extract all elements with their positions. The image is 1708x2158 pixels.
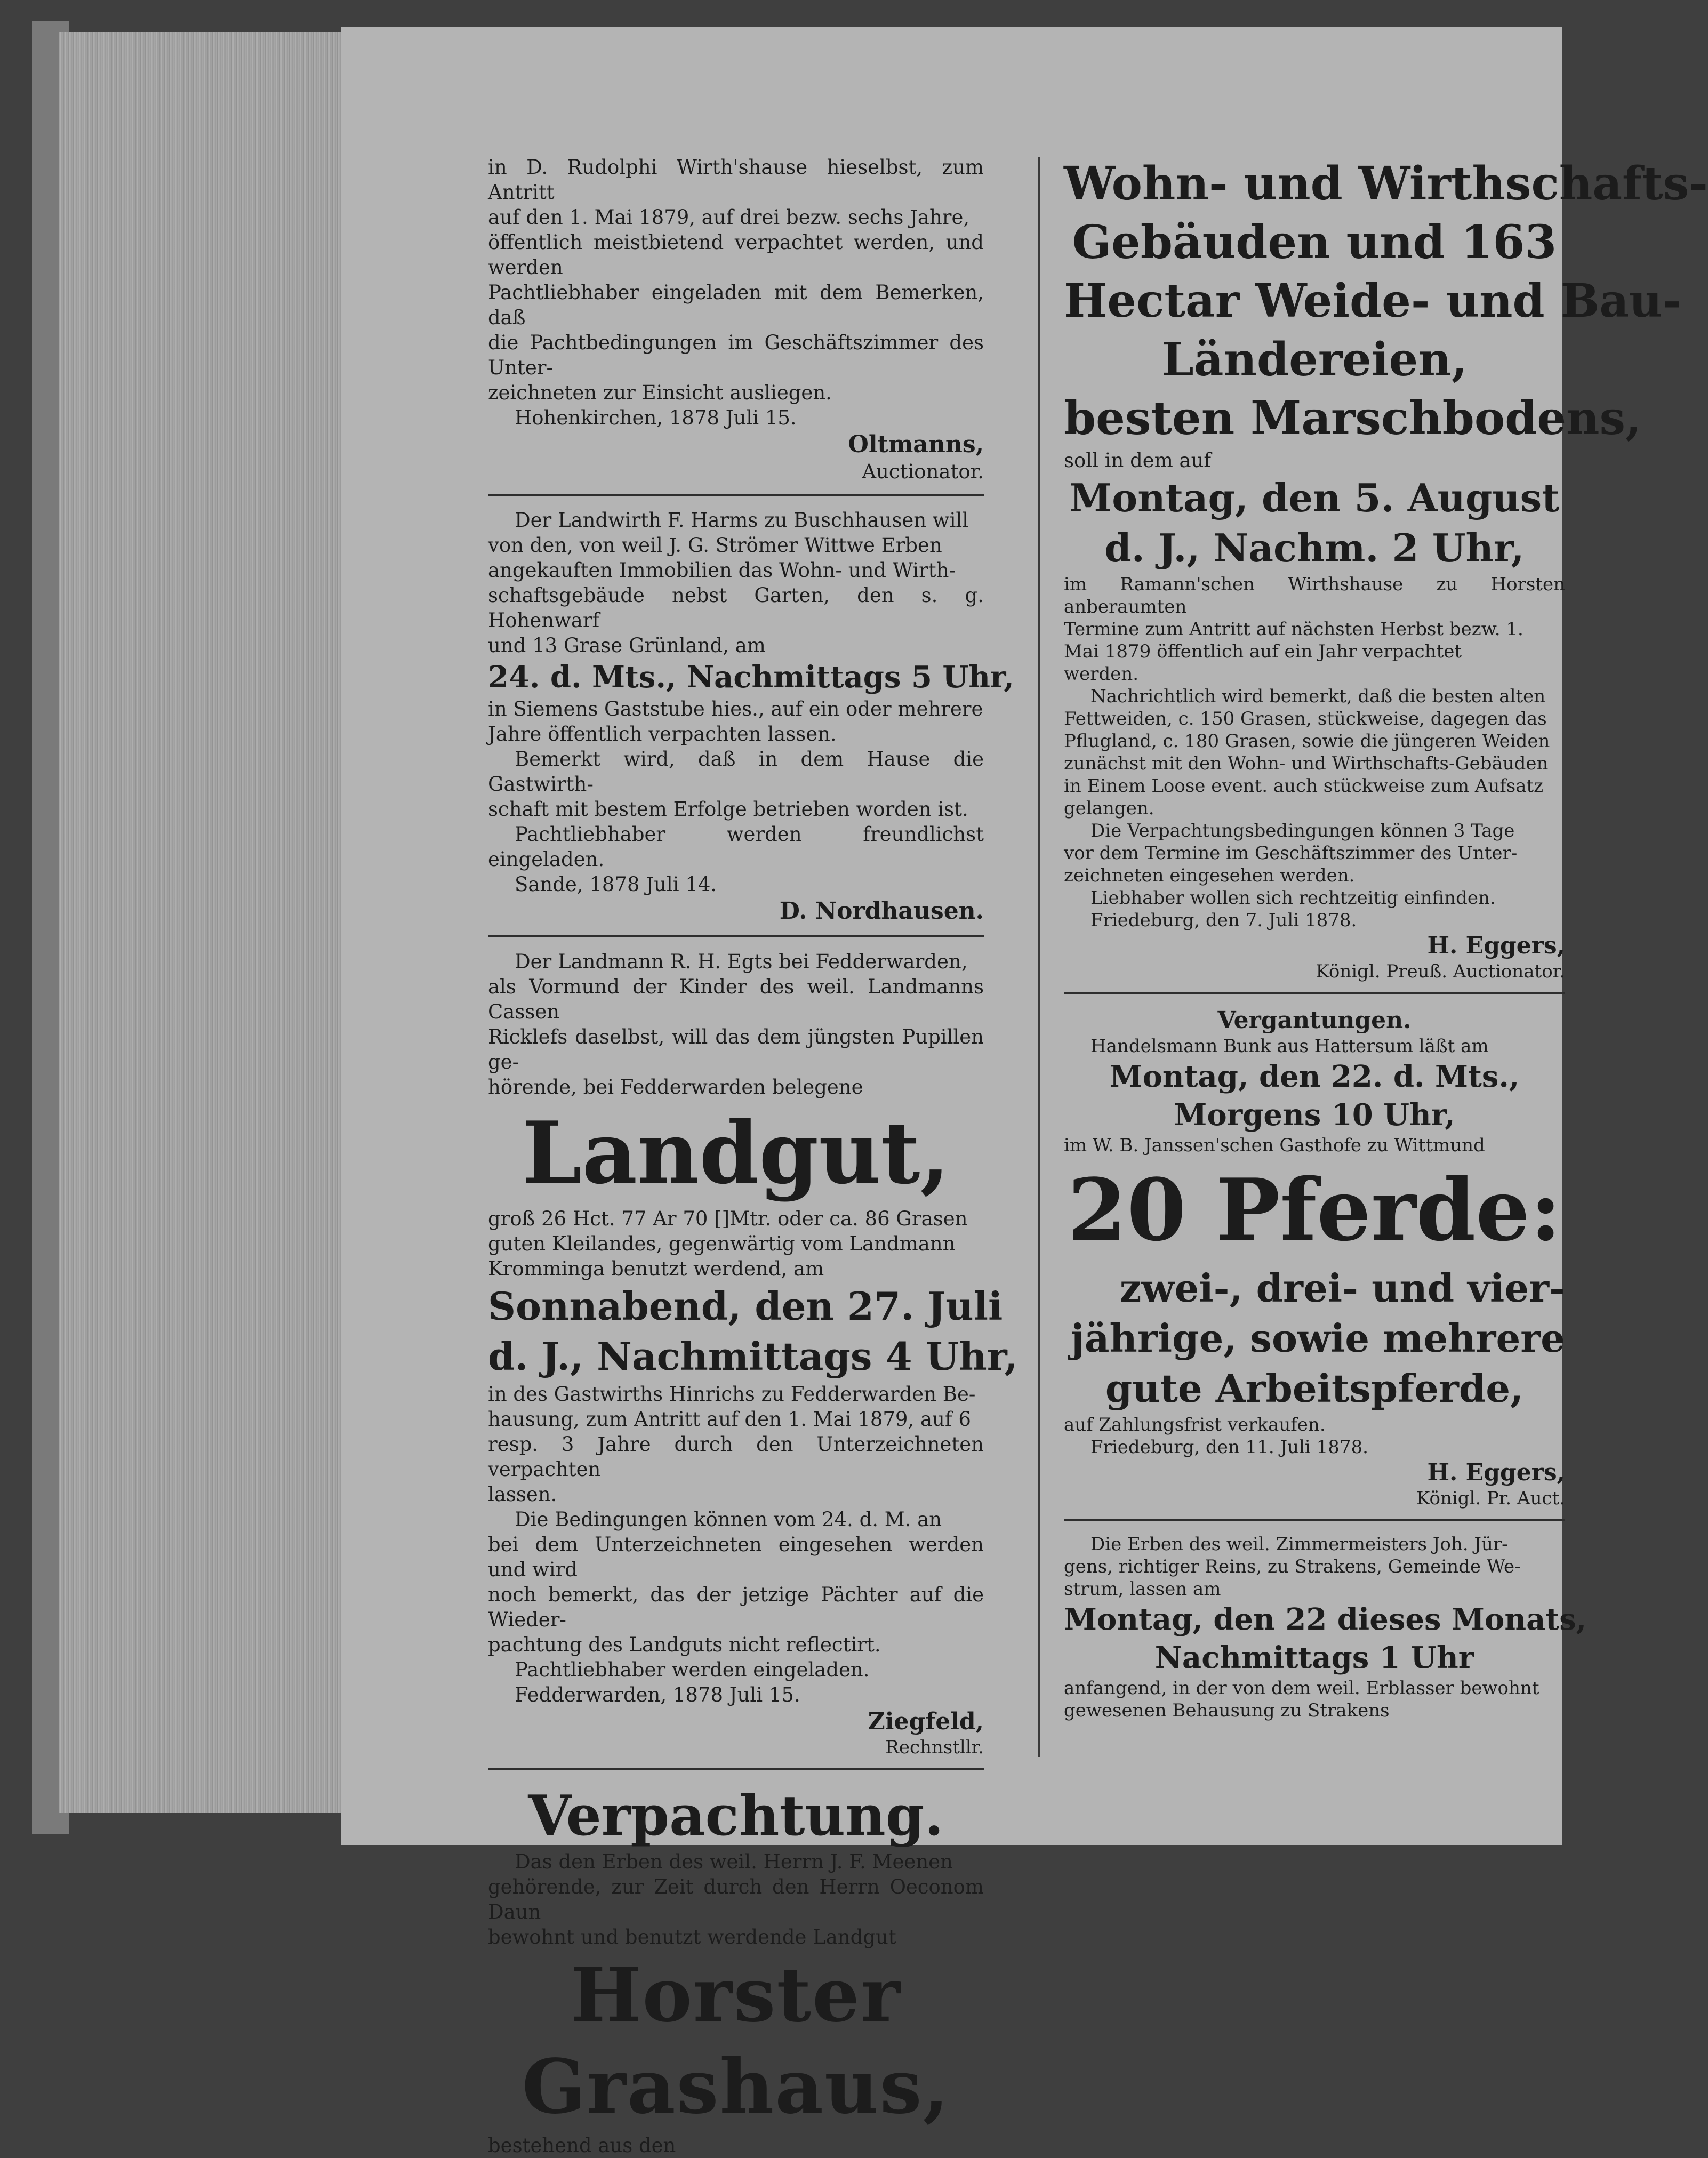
- ad-text-line: schaftsgebäude nebst Garten, den s. g. Hohenwarf: [488, 584, 984, 632]
- ad-text-line: gewesenen Behausung zu Strakens: [1064, 1700, 1390, 1721]
- ad-text-line: zeichneten zur Einsicht ausliegen.: [488, 381, 832, 404]
- ad-text-line: Handelsmann Bunk aus Hattersum läßt am: [1090, 1036, 1489, 1057]
- ad-text-line: Liebhaber wollen sich rechtzeitig einfinden.: [1090, 887, 1496, 909]
- ad-signer: H. Eggers,: [1427, 932, 1565, 959]
- ad-date-headline: Montag, den 22 dieses Monats,: [1064, 1602, 1587, 1637]
- ad-signer-role: Königl. Pr. Auct.: [1416, 1488, 1565, 1509]
- ad-text-line: noch bemerkt, das der jetzige Pächter auf die Wieder-: [488, 1583, 984, 1631]
- ad-date-headline: d. J., Nachm. 2 Uhr,: [1104, 525, 1525, 571]
- ad-text-line: gens, richtiger Reins, zu Strakens, Gemeinde We-: [1064, 1556, 1521, 1577]
- ad-signer: Ziegfeld,: [868, 1708, 984, 1735]
- ad-headline: besten Marschbodens,: [1064, 391, 1641, 445]
- ad-text-line: als Vormund der Kinder des weil. Landmanns Cassen: [488, 975, 984, 1023]
- ad-subheadline: gute Arbeitspferde,: [1105, 1366, 1524, 1411]
- ad-text-line: Der Landmann R. H. Egts bei Fedderwarden,: [515, 950, 968, 973]
- ad-text-line: Der Landwirth F. Harms zu Buschhausen will: [515, 509, 969, 532]
- ad-text-line: Die Verpachtungsbedingungen können 3 Tage: [1090, 820, 1515, 841]
- book-page-edges: [59, 32, 368, 1813]
- ad-signer-role: Rechnstllr.: [885, 1737, 984, 1758]
- ad-signer-role: Königl. Preuß. Auctionator.: [1316, 961, 1565, 982]
- left-column: [488, 155, 1018, 2158]
- ad-place-date: Sande, 1878 Juli 14.: [515, 873, 717, 896]
- ad-text-line: vor dem Termine im Geschäftszimmer des Unter-: [1064, 843, 1518, 864]
- ad-signer: D. Nordhausen.: [779, 897, 984, 925]
- ad-buschhausen: [488, 508, 1014, 926]
- ad-place-date: Friedeburg, den 11. Juli 1878.: [1090, 1437, 1368, 1458]
- ad-property-name: Grashaus,: [522, 2043, 950, 2131]
- ad-text-line: bewohnt und benutzt werdende Landgut: [488, 1926, 896, 1948]
- ad-text-line: gelangen.: [1064, 798, 1154, 819]
- ad-separator: [488, 935, 984, 937]
- ad-text-line: im Ramann'schen Wirthshause zu Horsten anberaumten: [1064, 574, 1565, 617]
- ad-text-line: Nachrichtlich wird bemerkt, daß die besten alten: [1090, 686, 1546, 707]
- ad-text-line: resp. 3 Jahre durch den Unterzeichneten verpachten: [488, 1433, 984, 1481]
- ad-text-line: bei dem Unterzeichneten eingesehen werden und wird: [488, 1533, 984, 1581]
- ad-headline: Ländereien,: [1161, 333, 1468, 387]
- ad-property-name: Horster: [571, 1952, 901, 2039]
- ad-text-line: Die Bedingungen können vom 24. d. M. an: [515, 1508, 942, 1531]
- ad-separator: [1064, 1519, 1565, 1521]
- ad-date-headline: d. J., Nachmittags 4 Uhr,: [488, 1334, 1018, 1379]
- ad-signer: Oltmanns,: [848, 431, 984, 458]
- ad-date-headline: Morgens 10 Uhr,: [1174, 1097, 1455, 1133]
- ad-signer-role: Auctionator.: [862, 460, 984, 483]
- ad-text-line: anfangend, in der von dem weil. Erblasser bewohnt: [1064, 1678, 1539, 1699]
- ad-text-line: hörende, bei Fedderwarden belegene: [488, 1076, 863, 1098]
- ad-date-headline: 24. d. Mts., Nachmittags 5 Uhr,: [488, 660, 1014, 695]
- ad-headline: Wohn- und Wirthschafts-: [1064, 157, 1708, 211]
- ad-separator: [488, 494, 984, 496]
- ad-separator: [1064, 992, 1565, 994]
- ad-text-line: Pachtliebhaber werden freundlichst eingeladen.: [488, 823, 984, 871]
- ad-text-line: Pachtliebhaber eingeladen mit dem Bemerken, daß: [488, 281, 984, 329]
- ad-text-line: auf den 1. Mai 1879, auf drei bezw. sechs Jahre,: [488, 206, 970, 229]
- ad-friedeburg-verpachtung: [1064, 155, 1708, 983]
- ad-fedderwarden-landgut: [488, 949, 1018, 1759]
- ad-text-line: öffentlich meistbietend verpachtet werden, und werden: [488, 231, 984, 279]
- ad-text-line: Kromminga benutzt werdend, am: [488, 1257, 824, 1280]
- ad-text-line: strum, lassen am: [1064, 1578, 1221, 1600]
- ad-text-line: zunächst mit den Wohn- und Wirthschafts-Gebäuden: [1064, 753, 1549, 774]
- ad-text-line: zeichneten eingesehen werden.: [1064, 865, 1355, 886]
- ad-verpachtung-horster-grashaus: [488, 1782, 984, 2158]
- ad-text-line: lassen.: [488, 1483, 557, 1506]
- ad-headline: Landgut,: [522, 1103, 950, 1203]
- ad-text-line: von den, von weil J. G. Strömer Wittwe Erben: [488, 534, 942, 557]
- ad-text-line: Die Erben des weil. Zimmermeisters Joh. Jür-: [1090, 1534, 1508, 1555]
- ad-date-headline: Montag, den 5. August: [1069, 475, 1560, 520]
- ad-headline: Hectar Weide- und Bau-: [1064, 274, 1682, 328]
- ad-date-headline: Sonnabend, den 27. Juli: [488, 1283, 1003, 1329]
- ad-text-line: Pflugland, c. 180 Grasen, sowie die jüngeren Weiden: [1064, 731, 1550, 752]
- ad-text-line: und 13 Grase Grünland, am: [488, 634, 766, 657]
- ad-text-line: Jahre öffentlich verpachten lassen.: [488, 723, 837, 745]
- ad-vergantungen-pferde: [1064, 1006, 1565, 1510]
- ad-text-line: Ricklefs daselbst, will das dem jüngsten Pupillen ge-: [488, 1025, 984, 1073]
- ad-separator: [488, 1768, 984, 1770]
- ad-text-line: in Siemens Gaststube hies., auf ein oder mehrere: [488, 697, 983, 720]
- ad-subheadline: zwei-, drei- und vier-: [1119, 1265, 1565, 1311]
- ad-hohenkirchen: [488, 155, 984, 484]
- ad-text-line: die Pachtbedingungen im Geschäftszimmer des Unter-: [488, 331, 984, 379]
- ad-text-line: Termine zum Antritt auf nächsten Herbst bezw. 1.: [1064, 619, 1523, 640]
- ad-text-line: Das den Erben des weil. Herrn J. F. Meenen: [515, 1850, 953, 1873]
- ad-text-line: Fettweiden, c. 150 Grasen, stückweise, dagegen das: [1064, 708, 1547, 729]
- ad-text-line: angekauften Immobilien das Wohn- und Wirth-: [488, 559, 956, 582]
- right-column: [1064, 155, 1708, 1722]
- ad-headline: Gebäuden und 163: [1072, 215, 1557, 269]
- ad-place-date: Fedderwarden, 1878 Juli 15.: [515, 1683, 800, 1706]
- ad-text-line: in des Gastwirths Hinrichs zu Fedderwarden Be-: [488, 1383, 976, 1406]
- ad-text-line: auf Zahlungsfrist verkaufen.: [1064, 1414, 1326, 1435]
- ad-text-line: bestehend aus den: [488, 2134, 676, 2157]
- ad-text-line: gehörende, zur Zeit durch den Herrn Oeconom Daun: [488, 1875, 984, 1923]
- column-divider: [1038, 157, 1040, 1757]
- ad-text-line: Pachtliebhaber werden eingeladen.: [515, 1658, 870, 1681]
- ad-text-line: guten Kleilandes, gegenwärtig vom Landmann: [488, 1232, 956, 1255]
- ad-text-line: soll in dem auf: [1064, 449, 1212, 472]
- ad-text-line: groß 26 Hct. 77 Ar 70 []Mtr. oder ca. 86 Grasen: [488, 1207, 968, 1230]
- ad-headline: Verpachtung.: [528, 1783, 944, 1848]
- section-heading: Vergantungen.: [1217, 1007, 1412, 1034]
- ad-signer: H. Eggers,: [1427, 1459, 1565, 1486]
- ad-text-line: Mai 1879 öffentlich auf ein Jahr verpachtet: [1064, 641, 1462, 662]
- ad-text-line: Bemerkt wird, daß in dem Hause die Gastwirth-: [488, 748, 984, 796]
- ad-text-line: im W. B. Janssen'schen Gasthofe zu Wittmund: [1064, 1135, 1485, 1156]
- ad-text-line: werden.: [1064, 663, 1139, 685]
- ad-strakens: [1064, 1533, 1587, 1722]
- ad-place-date: Friedeburg, den 7. Juli 1878.: [1090, 910, 1357, 931]
- ad-subheadline: jährige, sowie mehrere: [1070, 1315, 1565, 1361]
- ad-text-line: in Einem Loose event. auch stückweise zum Aufsatz: [1064, 775, 1544, 797]
- ad-text-line: schaft mit bestem Erfolge betrieben worden ist.: [488, 798, 968, 821]
- ad-text-line: pachtung des Landguts nicht reflectirt.: [488, 1633, 881, 1656]
- ad-text-line: in D. Rudolphi Wirth'shause hieselbst, zum Antritt: [488, 156, 984, 204]
- ad-text-line: hausung, zum Antritt auf den 1. Mai 1879, auf 6: [488, 1408, 971, 1431]
- ad-date-headline: Montag, den 22. d. Mts.,: [1109, 1059, 1520, 1094]
- ad-place-date: Hohenkirchen, 1878 Juli 15.: [515, 406, 797, 429]
- ad-date-headline: Nachmittags 1 Uhr: [1154, 1640, 1474, 1675]
- ad-headline: 20 Pferde:: [1067, 1160, 1562, 1260]
